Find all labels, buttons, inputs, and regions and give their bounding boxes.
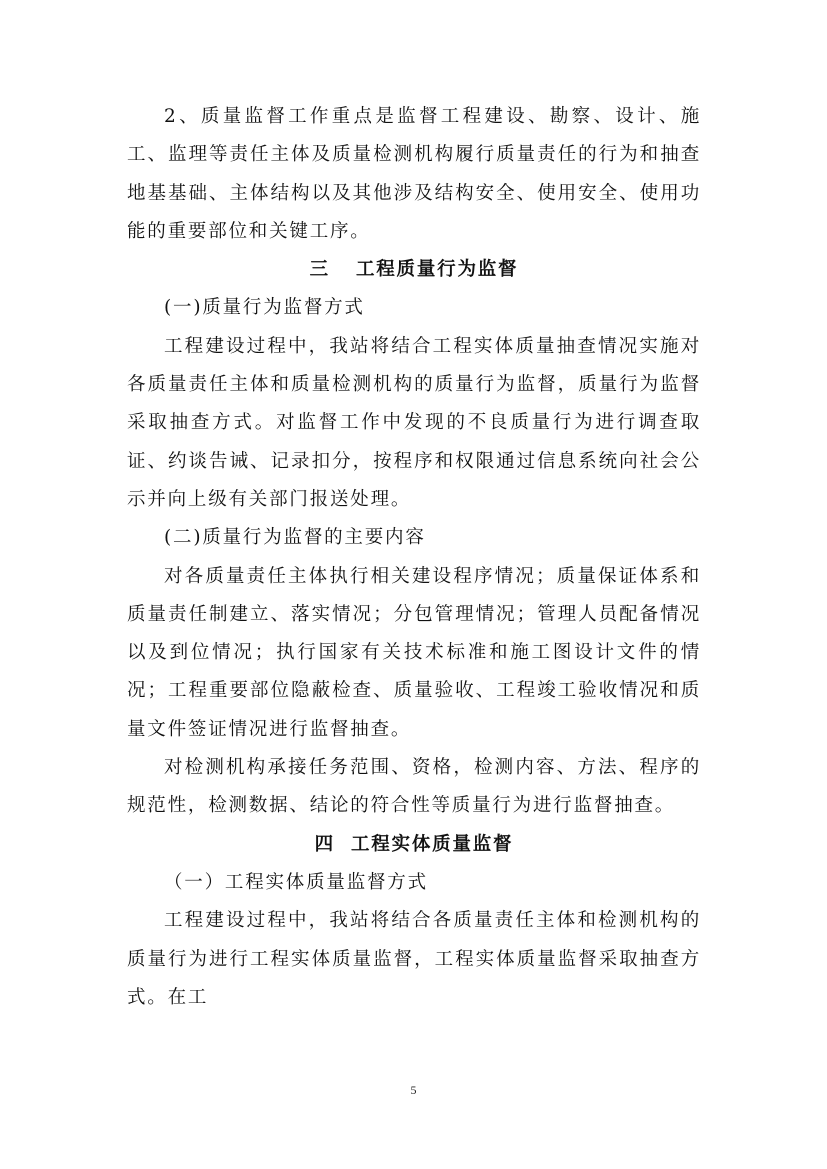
paragraph-behavior-method: 工程建设过程中，我站将结合工程实体质量抽查情况实施对各质量责任主体和质量检测机构的质量行为监督，质量行为监督采取抽查方式。对监督工作中发现的不良质量行为进行调查取证、约谈告诫、记录扣分，按程序和权限通过信息系统向社会公示并向上级有关部门报送处理。	[127, 335, 701, 510]
paragraph-behavior-content-2: 对检测机构承接任务范围、资格，检测内容、方法、程序的规范性，检测数据、结论的符合性等质量行为进行监督抽查。	[127, 757, 701, 817]
subheading-behavior-content: (二)质量行为监督的主要内容	[164, 527, 426, 549]
paragraph-entity-method: 工程建设过程中，我站将结合各质量责任主体和检测机构的质量行为进行工程实体质量监督，工程实体质量监督采取抽查方式。在工	[127, 910, 701, 1008]
section-number: 四	[314, 833, 335, 855]
section-title: 工程质量行为监督	[355, 259, 519, 281]
subheading-behavior-method: (一)质量行为监督方式	[164, 297, 365, 319]
section-heading-four	[127, 826, 701, 864]
section-heading-three	[127, 251, 701, 289]
document-body	[127, 98, 701, 1017]
page-number: 5	[410, 1083, 417, 1097]
paragraph-behavior-content-1: 对各质量责任主体执行相关建设程序情况；质量保证体系和质量责任制建立、落实情况；分包管理情况；管理人员配备情况以及到位情况；执行国家有关技术标准和施工图设计文件的情况；工程重要部位隐蔽检查、质量验收、工程竣工验收情况和质量文件签证情况进行监督抽查。	[127, 565, 701, 740]
paragraph-quality-focus: 2、质量监督工作重点是监督工程建设、勘察、设计、施工、监理等责任主体及质量检测机构履行质量责任的行为和抽查地基基础、主体结构以及其他涉及结构安全、使用安全、使用功能的重要部位和关键工序。	[127, 106, 701, 242]
subheading-entity-method: （一）工程实体质量监督方式	[164, 871, 428, 893]
section-number: 三	[309, 259, 330, 281]
section-title: 工程实体质量监督	[350, 833, 514, 855]
